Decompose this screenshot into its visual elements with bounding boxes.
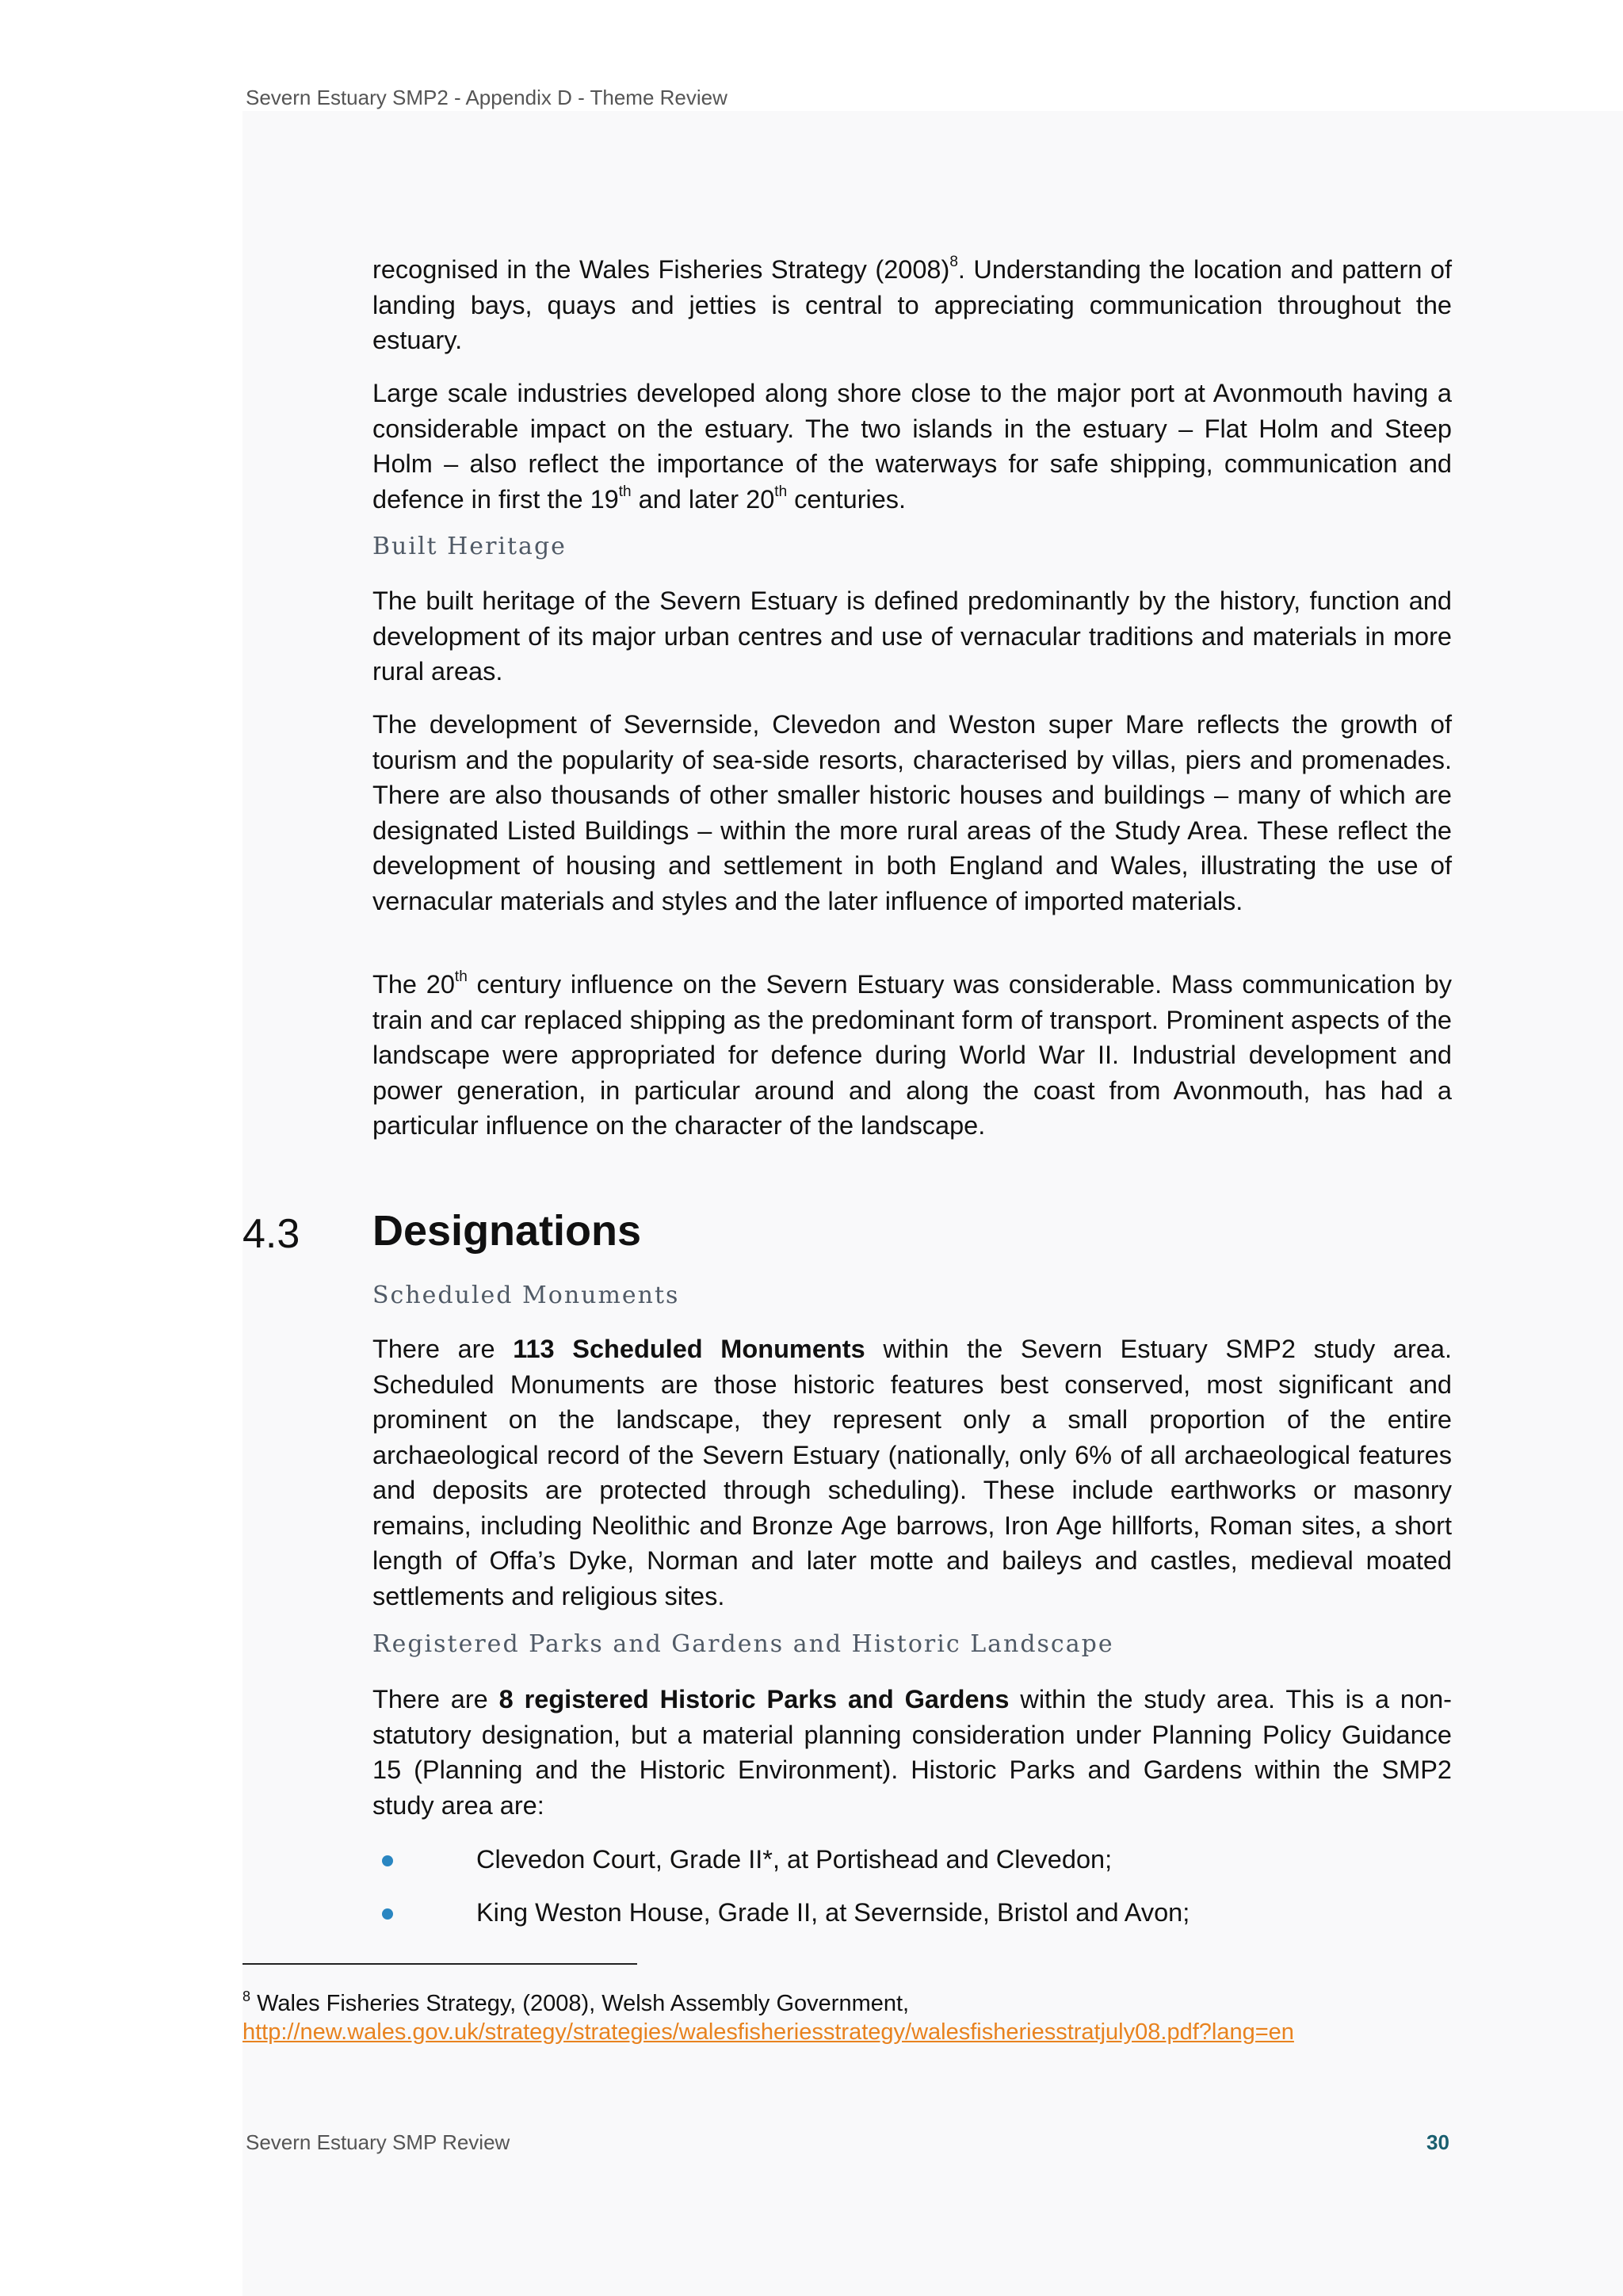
footnote-text: Wales Fisheries Strategy, (2008), Welsh Assembly Government, — [250, 1991, 910, 2016]
paragraph-fisheries: recognised in the Wales Fisheries Strategy $(2008)^8$. Understanding the location and pattern of landing bays, quays and jetties is central to appreciating communication throughout the estuary. — [372, 254, 1452, 354]
list-item: Clevedon Court, Grade II*, at Portishead and Clevedon; — [372, 1842, 1452, 1881]
paragraph-20th-century: The 20th century influence on the Severn Estuary was considerable. Mass communication by train and car replaced shipping as the predominant form of transport. Prominent aspects of the landscape were appropriated for defence during World War II. Industrial development and power generation, in particular around and along the coast from Avonmouth, has had a particular influence on the character of the landscape. — [372, 968, 1452, 1140]
footnote-divider — [242, 1963, 637, 1965]
paragraph-parks-gardens: There are 8 registered Historic Parks and Gardens within the study area. This is a non-statutory designation, but a material planning consideration under Planning Policy Guidance 15 (Planning and the Historic Environment). Historic Parks and Gardens within the SMP2 study area are: — [372, 1685, 1452, 1820]
paragraph-built-heritage: The built heritage of the Severn Estuary is defined predominantly by the history, function and development of its major urban centres and use of vernacular traditions and materials in more rural areas. — [372, 586, 1452, 686]
paragraph-industries: Large scale industries developed along shore close to the major port at Avonmouth having a considerable impact on the estuary. The two islands in the estuary – Flat Holm and Steep Holm – also reflect the importance of the waterways for safe shipping, communication and defence in first the 19th and later 20th centuries. — [372, 379, 1452, 514]
list-item: King Weston House, Grade II, at Severnside, Bristol and Avon; — [372, 1895, 1452, 1935]
subheading-built-heritage: Built Heritage — [372, 533, 567, 560]
footnote-ref-8[interactable]: 8 — [949, 254, 958, 270]
page-number: 30 — [1426, 2130, 1449, 2154]
footnote-number: 8 — [242, 1988, 251, 2004]
section-title: Designations — [372, 1207, 642, 1255]
subheading-scheduled-monuments: Scheduled Monuments — [372, 1282, 680, 1309]
bullet-icon — [382, 1908, 393, 1920]
section-number: 4.3 — [242, 1211, 300, 1257]
subheading-parks-gardens: Registered Parks and Gardens and Historic Landscape — [372, 1630, 1114, 1658]
footnote-link[interactable]: http://new.wales.gov.uk/strategy/strategies/walesfisheriesstrategy/walesfisheriesstratjuly08.pdf?lang=en — [242, 2019, 1294, 2045]
running-header: Severn Estuary SMP2 - Appendix D - Theme Review — [246, 86, 727, 109]
footer-title: Severn Estuary SMP Review — [246, 2130, 510, 2154]
footnote — [242, 1989, 1294, 2046]
paragraph-development: The development of Severnside, Clevedon and Weston super Mare reflects the growth of tourism and the popularity of sea-side resorts, characterised by villas, piers and promenades. There are also thousands of other smaller historic houses and buildings – many of which are designated Listed Buildings – within the more rural areas of the Study Area. These reflect the development of housing and settlement in both England and Wales, illustrating the use of vernacular materials and styles and the later influence of imported materials. — [372, 710, 1452, 915]
paragraph-scheduled-monuments: There are 113 Scheduled Monuments within the Severn Estuary SMP2 study area. Scheduled Monuments are those historic features best conserved, most significant and prominent on the landscape, they represent only a small proportion of the entire archaeological record of the Severn Estuary (nationally, only 6% of all archaeological features and deposits are protected through scheduling). These include earthworks or masonry remains, including Neolithic and Bronze Age barrows, Iron Age hillforts, Roman sites, a short length of Offa’s Dyke, Norman and later motte and baileys and castles, medieval moated settlements and religious sites. — [372, 1335, 1453, 1610]
bullet-icon — [382, 1855, 393, 1866]
